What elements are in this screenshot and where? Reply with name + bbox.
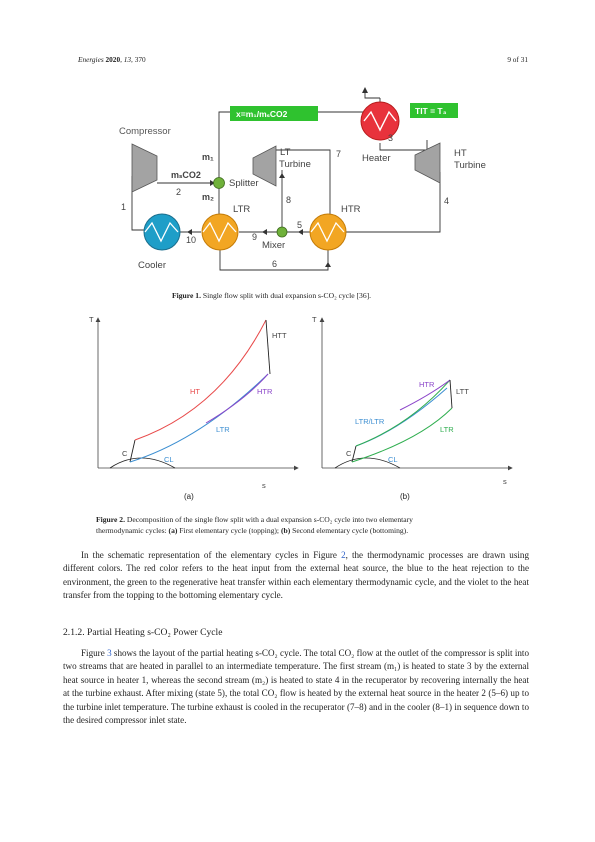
m1-label: m₁ <box>202 152 214 162</box>
state-1: 1 <box>121 202 127 212</box>
paragraph-2 <box>63 647 529 727</box>
section-heading: 2.1.2. Partial Heating s-CO₂ Power Cycle <box>63 627 223 638</box>
figure-3-link[interactable]: 3 <box>107 648 112 658</box>
journal-year: 2020 <box>105 55 121 64</box>
state-4: 4 <box>444 196 450 206</box>
panel-b-tag: (b) <box>400 492 410 501</box>
mixer-label: Mixer <box>262 240 286 251</box>
htr-recuperator-icon <box>310 214 346 250</box>
state-10: 10 <box>186 235 197 245</box>
b-s-axis: s <box>503 477 507 486</box>
compressor-label: Compressor <box>119 126 171 137</box>
a-cl-label: CL <box>164 455 174 464</box>
figure2-diagram <box>80 308 520 508</box>
state-6: 6 <box>272 259 278 269</box>
state-3: 3 <box>388 133 394 143</box>
ltr-recuperator-icon <box>202 214 238 250</box>
split-ratio-label: x=m₁/mₛCO2 <box>236 109 288 119</box>
figure2-caption-line1: Decomposition of the single flow split with a dual expansion s-CO₂ cycle into two elementary <box>126 515 413 524</box>
m2-label: m₂ <box>202 192 215 202</box>
state-5: 5 <box>297 220 303 230</box>
msco2-label: mₛCO2 <box>171 170 201 180</box>
a-ht-label: HT <box>190 387 200 396</box>
caption-b-tag: (b) <box>280 526 291 535</box>
b-ltt-label: LTT <box>456 387 469 396</box>
ht-turbine-icon <box>415 143 440 183</box>
figure1-caption-text: Single flow split with dual expansion s-CO₂ cycle [36]. <box>202 291 372 300</box>
para1-a: In the schematic representation of the elementary cycles in Figure <box>81 550 342 560</box>
para1-b: , the thermodynamic processes are drawn using different colors. The red color refers to the heat input from the external heat source, the blue to the heat rejection to the environment, the green to the regenerative heat transfer within each elementary thermodynamic cycle, and the violet to the heat transfer from the topping to the bottoming elementary cycle. <box>63 550 529 601</box>
a-ht-curve <box>135 320 266 440</box>
paragraph-1 <box>63 549 529 603</box>
figure1-caption-label: Figure 1. <box>172 291 201 300</box>
heater-label: Heater <box>362 153 391 164</box>
heater-icon <box>361 102 399 140</box>
para2-b: shows the layout of the partial heating s-CO₂ cycle. The total CO₂ flow at the outlet of the compressor is split into two streams that are heated in parallel to an intermediate temperature. The first stream (m₁) is heated to state 3 by the external heat source in heater 1, whereas the second stream (m₂) is heated to state 4 in the recuperator by recovering internally the heat at the turbine exhaust. After mixing (state 5), the total CO₂ flow is heated by the external heat source in the heater 2 (5–6) up to the turbine inlet temperature. The turbine exhaust is cooled in the recuperator (7–8) and in the cooler (8–1) in sequence down to the desired compressor inlet state. <box>63 648 529 726</box>
cooler-icon <box>144 214 180 250</box>
splitter-node <box>214 178 225 189</box>
state-2: 2 <box>176 187 182 197</box>
a-htr-curve <box>206 374 268 423</box>
b-c-label: C <box>346 449 352 458</box>
tit-label: TIT = T₃ <box>415 106 447 116</box>
mixer-node <box>277 227 287 237</box>
a-htt-label: HTT <box>272 331 287 340</box>
state-9: 9 <box>252 232 258 242</box>
b-cl-label: CL <box>388 455 398 464</box>
compressor-icon <box>132 144 157 192</box>
lt-turbine-label-1: LT <box>280 147 291 158</box>
a-htr-label: HTR <box>257 387 273 396</box>
caption-a-tag: (a) <box>168 526 178 535</box>
panel-a-tag: (a) <box>184 492 194 501</box>
figure-2-link[interactable]: 2 <box>341 550 346 560</box>
ht-turbine-label-1: HT <box>454 148 467 159</box>
lt-turbine-label-2: Turbine <box>279 159 311 170</box>
caption-b-text: Second elementary cycle (bottoming). <box>290 526 409 535</box>
htr-label: HTR <box>341 204 361 215</box>
figure2-caption <box>96 514 516 536</box>
a-t-axis: T <box>89 315 94 324</box>
cooler-label: Cooler <box>138 260 166 271</box>
page-number: 9 of 31 <box>507 55 528 64</box>
figure1-diagram <box>100 78 500 286</box>
figure2-caption-label: Figure 2. <box>96 515 125 524</box>
a-c-label: C <box>122 449 128 458</box>
b-ltr-label: LTR <box>440 425 454 434</box>
para2-a: Figure <box>81 648 108 658</box>
b-t-axis: T <box>312 315 317 324</box>
state-8: 8 <box>286 195 292 205</box>
journal-name: Energies <box>78 55 104 64</box>
line-heater-in <box>365 93 380 98</box>
b-ltr-ltr-label: LTR/LTR <box>355 417 385 426</box>
b-htr-label: HTR <box>419 380 435 389</box>
journal-volume: 13 <box>123 55 132 64</box>
a-s-axis: s <box>262 481 266 490</box>
ht-turbine-label-2: Turbine <box>454 160 486 171</box>
running-header: Energies 2020, 13, 370 <box>78 55 146 64</box>
line-4 <box>345 172 440 232</box>
state-7: 7 <box>336 149 342 159</box>
caption-a-text: First elementary cycle (topping); <box>177 526 281 535</box>
article-number: 370 <box>134 55 146 64</box>
figure2-caption-line2: thermodynamic cycles: <box>96 526 169 535</box>
figure1-caption <box>172 290 371 301</box>
ltr-label: LTR <box>233 204 251 215</box>
splitter-label: Splitter <box>229 178 259 189</box>
a-ltr-label: LTR <box>216 425 230 434</box>
